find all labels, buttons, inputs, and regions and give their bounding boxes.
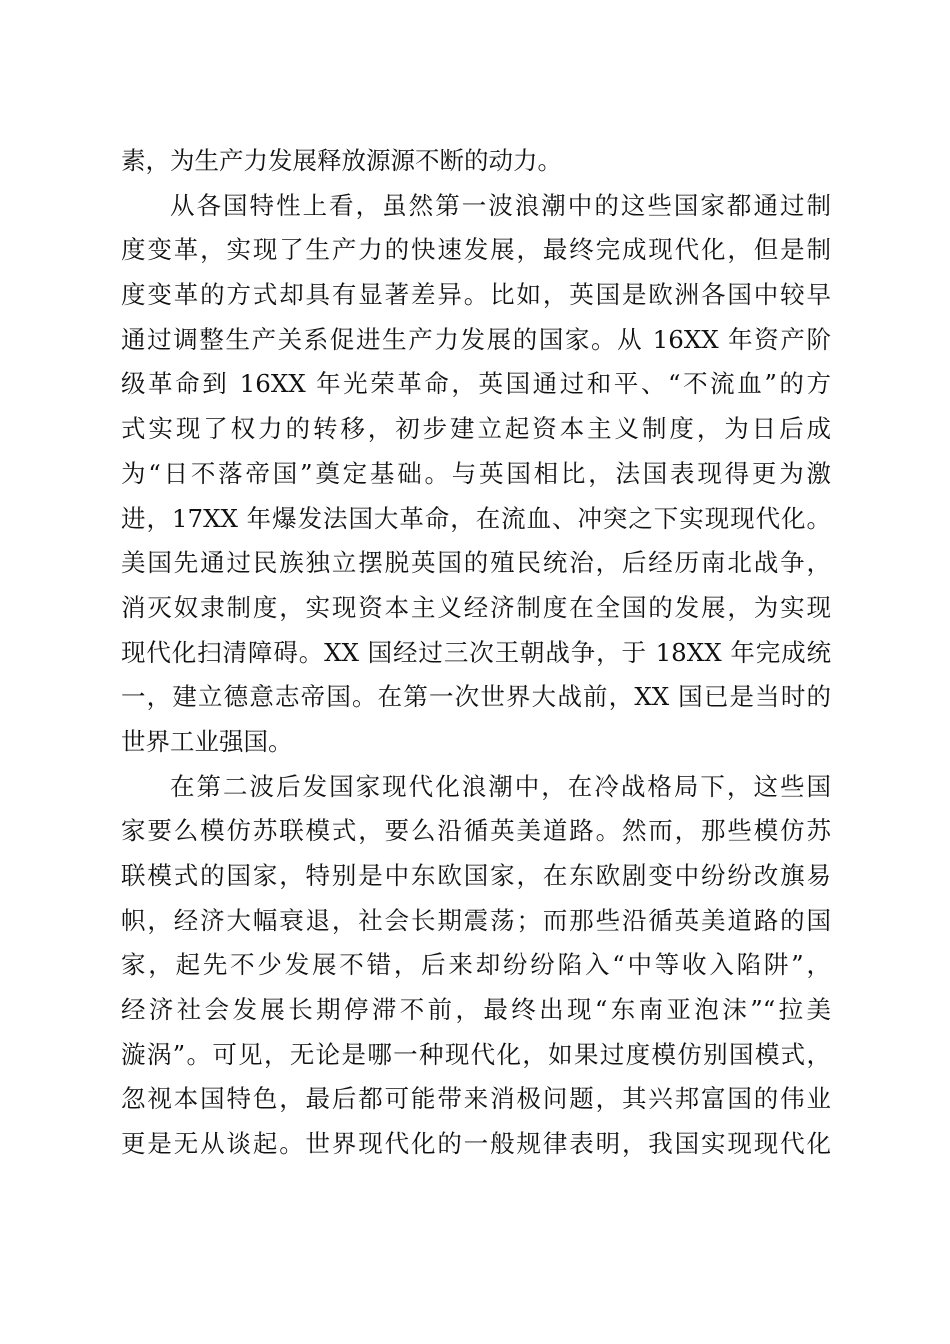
paragraph-3-line-8: 忽视本国特色，最后都可能带来消极问题，其兴邦富国的伟业 (121, 1084, 831, 1114)
paragraph-2-line-7: 为“日不落帝国”奠定基础。与英国相比，法国表现得更为激 (121, 458, 831, 488)
paragraph-2-line-10: 消灭奴隶制度，实现资本主义经济制度在全国的发展，为实现 (121, 592, 831, 622)
paragraph-3-line-9: 更是无从谈起。世界现代化的一般规律表明，我国实现现代化 (121, 1129, 831, 1159)
paragraph-3-line-7: 漩涡”。可见，无论是哪一种现代化，如果过度模仿别国模式， (121, 1039, 831, 1069)
paragraph-2-line-5: 级革命到 16XX 年光荣革命，英国通过和平、“不流血”的方 (121, 369, 831, 399)
paragraph-3-line-5: 家，起先不少发展不错，后来却纷纷陷入“中等收入陷阱”， (121, 950, 831, 980)
paragraph-2-line-12: 一，建立德意志帝国。在第一次世界大战前，XX 国已是当时的 (121, 682, 831, 712)
paragraph-2-line-11: 现代化扫清障碍。XX 国经过三次王朝战争，于 18XX 年完成统 (121, 637, 831, 667)
paragraph-2-line-3: 度变革的方式却具有显著差异。比如，英国是欧洲各国中较早 (121, 280, 831, 310)
paragraph-2-line-1: 从各国特性上看，虽然第一波浪潮中的这些国家都通过制 (170, 190, 831, 220)
paragraph-3-line-4: 帜，经济大幅衰退，社会长期震荡；而那些沿循英美道路的国 (121, 905, 831, 935)
paragraph-2-line-8: 进，17XX 年爆发法国大革命，在流血、冲突之下实现现代化。 (121, 503, 831, 533)
paragraph-2-line-13: 世界工业强国。 (121, 726, 293, 756)
paragraph-3-line-1: 在第二波后发国家现代化浪潮中，在冷战格局下，这些国 (170, 771, 831, 801)
paragraph-2-line-6: 式实现了权力的转移，初步建立起资本主义制度，为日后成 (121, 414, 831, 444)
paragraph-2-line-9: 美国先通过民族独立摆脱英国的殖民统治，后经历南北战争， (121, 548, 831, 578)
document-body (121, 139, 831, 1167)
paragraph-1-line-1: 素，为生产力发展释放源源不断的动力。 (121, 146, 562, 175)
paragraph-3-line-6: 经济社会发展长期停滞不前，最终出现“东南亚泡沫”“拉美 (121, 995, 831, 1025)
paragraph-2-line-2: 度变革，实现了生产力的快速发展，最终完成现代化，但是制 (121, 235, 831, 265)
paragraph-3-line-2: 家要么模仿苏联模式，要么沿循英美道路。然而，那些模仿苏 (121, 816, 831, 846)
paragraph-2-line-4: 通过调整生产关系促进生产力发展的国家。从 16XX 年资产阶 (121, 324, 831, 354)
paragraph-3-line-3: 联模式的国家，特别是中东欧国家，在东欧剧变中纷纷改旗易 (121, 861, 831, 890)
